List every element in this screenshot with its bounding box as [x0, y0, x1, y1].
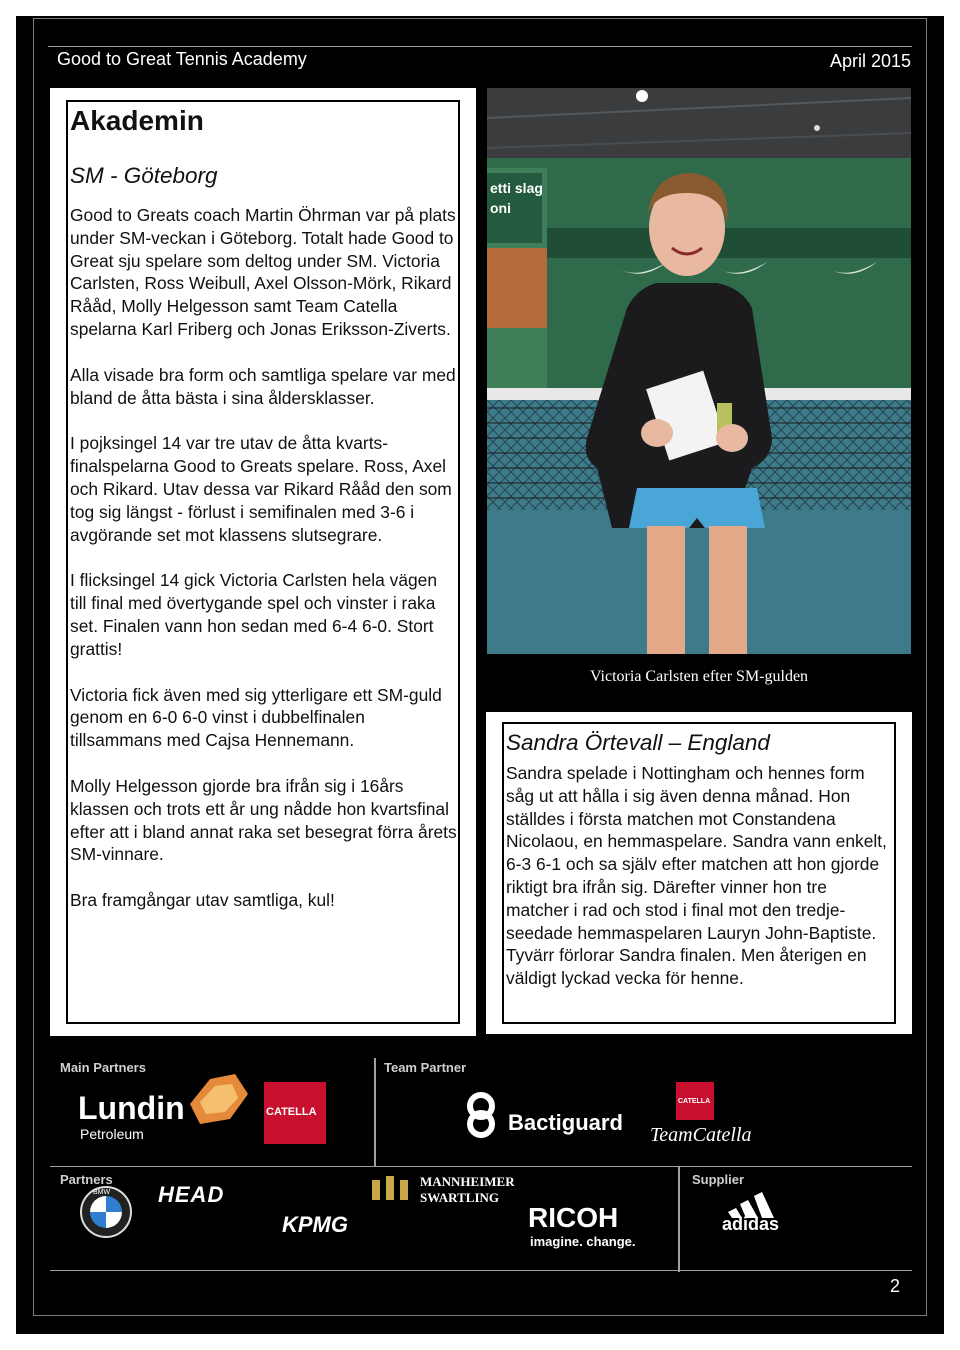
right-article: [506, 728, 894, 990]
footer-divider: [50, 1270, 912, 1271]
bactiguard-icon: [460, 1092, 502, 1138]
partner-divider: [50, 1166, 912, 1167]
newsletter-title: Good to Great Tennis Academy: [57, 49, 307, 69]
swartling-logo: SWARTLING: [420, 1190, 500, 1205]
paragraph: Sandra spelade i Nottingham och hennes form såg ut att hålla i sig även denna månad. Hon ställdes i första matchen mot Constandena Nicolaou, en hemmaspelare. Sandra vann enkelt, 6-3 6-1 och sa själv efter matchen att hon gjorde riktigt bra ifrån sig. Därefter vinner hon tre matcher i rad och stod i final mot den tredje-seedade hemmaspelaren Lauryn John-Baptiste. Tyvärr förlorar Sandra finalen. Men återigen en väldigt lyckad vecka för henne.: [506, 763, 887, 989]
ricoh-sub: imagine. change.: [530, 1234, 636, 1249]
svg-text:oni: oni: [490, 200, 511, 216]
kpmg-logo: KPMG: [282, 1212, 348, 1237]
lundin-logo: Lundin: [78, 1090, 185, 1126]
paragraph: I pojksingel 14 var tre utav de åtta kvarts-finalspelarna Good to Greats spelare. Ross, Axel och Rikard. Utav dessa var Rikard Rååd den som tog sig längst - förlust i semifinalen med 3-6 i avgörande set mot klassens slutsegrare.: [70, 433, 452, 545]
adidas-logo: adidas: [722, 1214, 780, 1234]
partners-label: Partners: [60, 1172, 113, 1187]
lundin-sub: Petroleum: [80, 1126, 144, 1142]
article-subheading: Sandra Örtevall – England: [506, 730, 770, 755]
photo-illustration: [487, 88, 911, 654]
supplier-label: Supplier: [692, 1172, 745, 1187]
paragraph: Alla visade bra form och samtliga spelare var med bland de åtta bästa i sina åldersklasser.: [70, 364, 456, 408]
header-divider: [48, 46, 912, 47]
section-heading: Akademin: [70, 105, 204, 136]
bmw-text: BMW: [93, 1189, 111, 1196]
catella-logo: CATELLA: [266, 1106, 317, 1118]
team-catella-box-text: CATELLA: [678, 1098, 711, 1105]
bactiguard-logo: Bactiguard: [508, 1110, 623, 1135]
team-partner-label: Team Partner: [384, 1060, 467, 1075]
main-partners-label: Main Partners: [60, 1060, 146, 1075]
mannheimer-logo: MANNHEIMER: [420, 1174, 515, 1189]
left-article: [70, 104, 458, 935]
player-photo: [487, 88, 911, 654]
paragraph: I flicksingel 14 gick Victoria Carlsten hela vägen till final med övertygande spel och vinster i raka set. Finalen vann hon sedan med 6-4 6-0. Stort grattis!: [70, 570, 438, 659]
lundin-emblem-icon: [190, 1074, 248, 1124]
partner-divider: [374, 1058, 376, 1166]
bmw-logo: [80, 1186, 132, 1238]
partner-divider: [678, 1166, 680, 1272]
mannheimer-emblem-icon: [372, 1176, 412, 1202]
issue-date: April 2015: [829, 51, 911, 71]
page-number: 2: [889, 1276, 900, 1296]
paragraph: Bra framgångar utav samtliga, kul!: [70, 890, 335, 911]
partners-section: [50, 1050, 912, 1280]
paragraph: Victoria fick även med sig ytterligare ett SM-guld genom en 6-0 6-0 vinst i dubbelfinalen tillsammans med Cajsa Hennemann.: [70, 684, 442, 751]
ricoh-logo: RICOH: [528, 1202, 619, 1233]
photo-caption: Victoria Carlsten efter SM-gulden: [589, 668, 809, 685]
article-subheading: SM - Göteborg: [70, 163, 218, 188]
team-catella-logo: TeamCatella: [650, 1124, 752, 1146]
paragraph: Molly Helgesson gjorde bra ifrån sig i 16års klassen och trots ett år ung nådde hon kvartsfinal efter att i bland annat raka set besegrat förra årets SM-vinnare.: [70, 775, 457, 865]
wall-banner-text: etti slag: [490, 180, 543, 196]
head-logo: HEAD: [158, 1182, 225, 1207]
paragraph: Good to Greats coach Martin Öhrman var på plats under SM-veckan i Göteborg. Totalt hade Good to Great sju spelare som deltog under SM. Victoria Carlsten, Ross Weibull, Axel Olsson-Mörk, Rikard Rååd, Molly Helgesson samt Team Catella spelarna Karl Friberg och Jonas Eriksson-Ziverts.: [70, 205, 456, 339]
